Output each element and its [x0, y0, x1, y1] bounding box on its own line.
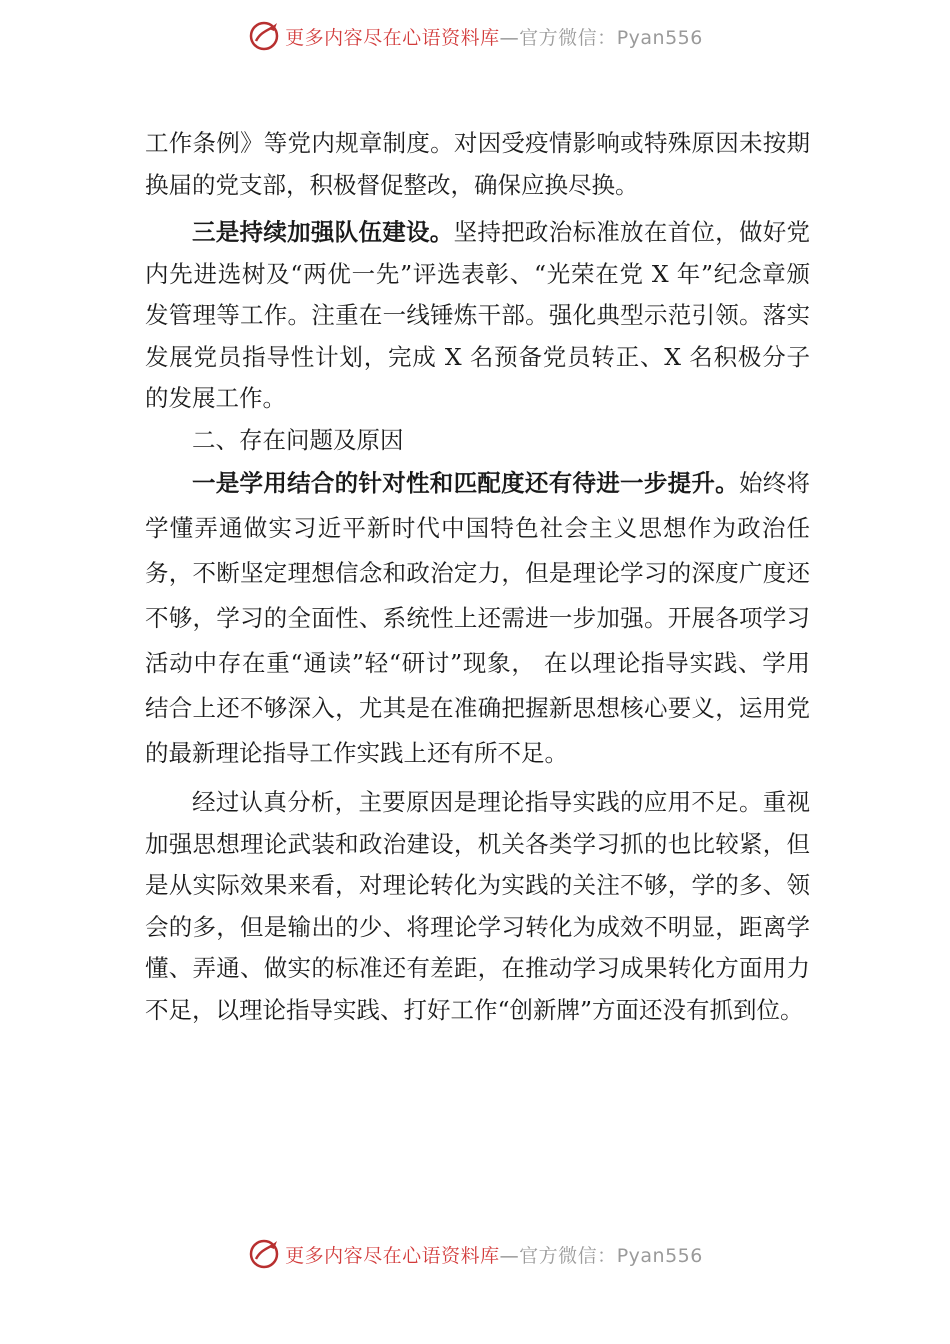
section-heading: 二、存在问题及原因 [192, 425, 404, 454]
banner-dash: — [499, 26, 520, 49]
document-body [145, 123, 810, 1031]
paragraph-4: 经过认真分析，主要原因是理论指导实践的应用不足。重视加强思想理论武装和政治建设，机关各类学习抓的也比较紧，但是从实际效果来看，对理论转化为实践的关注不够，学的多、领会的多，但是输出的少、将理论学习转化为成效不明显，距离学懂、弄通、做实的标准还有差距，在推动学习成果转化方面用力不足，以理论指导实践、打好工作“创新牌”方面还没有抓到位。 [145, 788, 810, 1024]
paragraph-3 [145, 461, 810, 776]
banner-wechat-id: Pyan556 [616, 1244, 703, 1267]
top-watermark-banner [0, 16, 950, 56]
banner-lead: 更多内容尽在心语资料库 [285, 26, 500, 49]
banner-dash: — [499, 1244, 520, 1267]
paragraph-2-bold-lead: 三是持续加强队伍建设。 [192, 218, 454, 246]
paragraph-3-bold-lead: 一是学用结合的针对性和匹配度还有待进一步提升。 [192, 469, 739, 497]
banner-text [285, 23, 703, 50]
pen-logo-icon [247, 19, 281, 53]
banner-tail: 官方微信： [519, 1244, 617, 1267]
paragraph-3-text: 始终将学懂弄通做实习近平新时代中国特色社会主义思想作为政治任务，不断坚定理想信念和政治定力，但是理论学习的深度广度还不够，学习的全面性、系统性上还需进一步加强。开展各项学习活动中存在重“通读”轻“研讨”现象， 在以理论指导实践、学用结合上还不够深入，尤其是在准确把握新思想核心要义，运用党的最新理论指导工作实践上还有所不足。 [145, 469, 811, 767]
bottom-watermark-banner [0, 1234, 950, 1274]
banner-text [285, 1241, 703, 1268]
banner-wechat-id: Pyan556 [616, 26, 703, 49]
paragraph-2 [145, 212, 810, 420]
paragraph-1: 工作条例》等党内规章制度。对因受疫情影响或特殊原因未按期换届的党支部，积极督促整改，确保应换尽换。 [145, 129, 810, 199]
banner-tail: 官方微信： [519, 26, 617, 49]
paragraph-2-text: 坚持把政治标准放在首位，做好党内先进选树及“两优一先”评选表彰、“光荣在党 X 年”纪念章颁发管理等工作。注重在一线锤炼干部。强化典型示范引领。落实发展党员指导性计划，完成 X 名预备党员转正、X 名积极分子的发展工作。 [145, 218, 811, 412]
pen-logo-icon [247, 1237, 281, 1271]
banner-lead: 更多内容尽在心语资料库 [285, 1244, 500, 1267]
